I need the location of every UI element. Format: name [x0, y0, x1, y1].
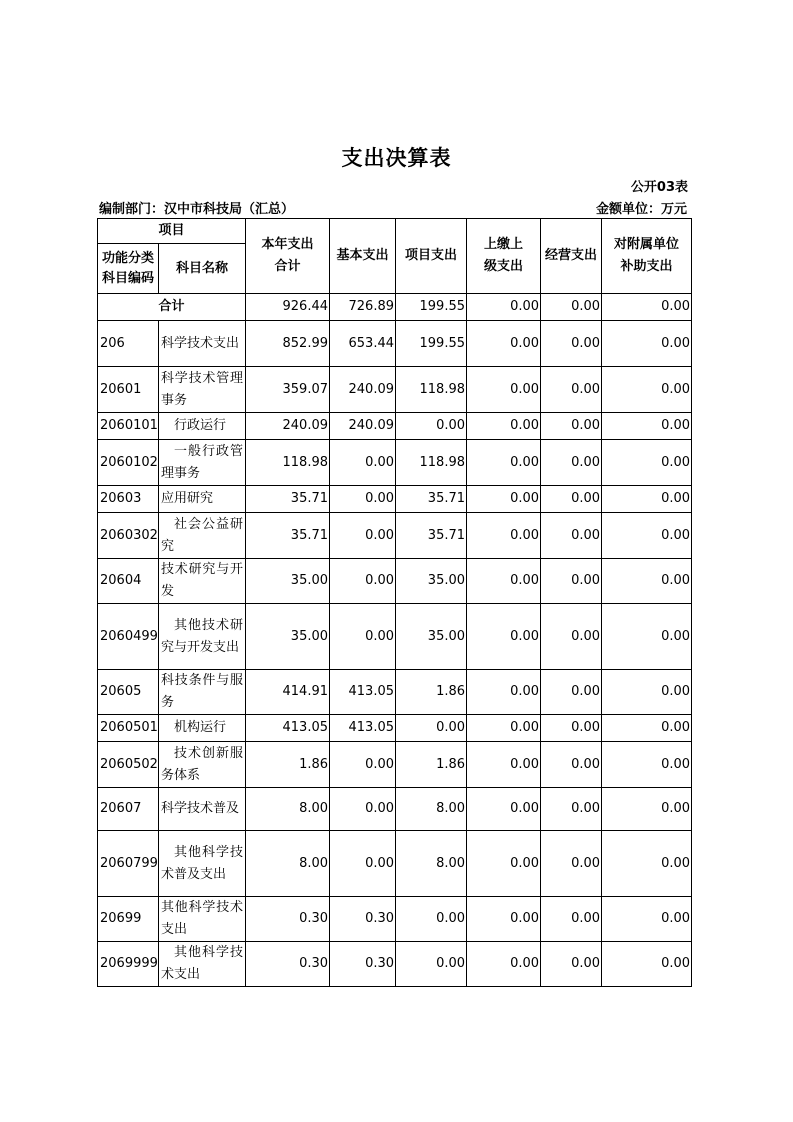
subject-name: 科学技术支出	[159, 321, 246, 367]
amount-cell: 0.00	[602, 440, 692, 486]
amount-cell: 0.00	[541, 897, 602, 942]
table-row	[98, 513, 692, 559]
amount-cell: 0.00	[602, 715, 692, 742]
amount-cell: 0.00	[541, 321, 602, 367]
subject-code: 2060799	[98, 831, 159, 897]
amount-cell: 0.00	[541, 788, 602, 831]
amount-cell: 414.91	[246, 670, 330, 715]
amount-cell: 0.00	[541, 715, 602, 742]
amount-cell: 8.00	[246, 788, 330, 831]
amount-cell: 1.86	[396, 742, 467, 788]
subject-name: 机构运行	[159, 715, 246, 742]
amount-cell: 0.00	[602, 321, 692, 367]
subject-code: 20604	[98, 559, 159, 604]
table-row	[98, 559, 692, 604]
amount-cell: 0.00	[396, 413, 467, 440]
amount-cell: 0.00	[330, 559, 396, 604]
subject-name: 技术研究与开发	[159, 559, 246, 604]
amount-cell: 199.55	[396, 321, 467, 367]
amount-cell: 0.00	[602, 413, 692, 440]
amount-cell: 35.00	[246, 559, 330, 604]
expenditure-table	[97, 218, 692, 987]
subject-name: 技术创新服务体系	[159, 742, 246, 788]
subject-name: 其他科学技术普及支出	[159, 831, 246, 897]
amount-cell: 0.00	[602, 559, 692, 604]
total-label: 合计	[98, 294, 246, 321]
amount-cell: 0.00	[541, 670, 602, 715]
amount-cell: 240.09	[330, 367, 396, 413]
subject-name: 其他科学技术支出	[159, 897, 246, 942]
header-operating: 经营支出	[541, 219, 602, 294]
subject-name: 应用研究	[159, 486, 246, 513]
amount-cell: 0.00	[330, 742, 396, 788]
table-row	[98, 321, 692, 367]
amount-cell: 0.00	[602, 486, 692, 513]
total-value: 926.44	[246, 294, 330, 321]
amount-cell: 0.00	[602, 367, 692, 413]
amount-cell: 413.05	[330, 715, 396, 742]
amount-cell: 0.00	[541, 440, 602, 486]
header-subject-name: 科目名称	[159, 244, 246, 294]
amount-cell: 0.00	[541, 559, 602, 604]
amount-cell: 0.00	[541, 413, 602, 440]
amount-cell: 1.86	[246, 742, 330, 788]
subject-code: 2069999	[98, 942, 159, 987]
amount-cell: 0.00	[330, 604, 396, 670]
amount-cell: 0.00	[396, 715, 467, 742]
subject-code: 20605	[98, 670, 159, 715]
amount-cell: 0.00	[330, 788, 396, 831]
amount-cell: 0.00	[541, 367, 602, 413]
total-value: 0.00	[602, 294, 692, 321]
subject-code: 2060499	[98, 604, 159, 670]
amount-cell: 0.00	[541, 831, 602, 897]
header-project: 项目支出	[396, 219, 467, 294]
amount-cell: 0.00	[467, 413, 541, 440]
table-row	[98, 742, 692, 788]
table-row	[98, 440, 692, 486]
amount-cell: 0.00	[330, 831, 396, 897]
subject-code: 2060501	[98, 715, 159, 742]
subject-code: 20603	[98, 486, 159, 513]
subject-code: 2060302	[98, 513, 159, 559]
table-row	[98, 788, 692, 831]
header-total: 本年支出 合计	[246, 219, 330, 294]
amount-cell: 0.00	[467, 321, 541, 367]
subject-code: 20699	[98, 897, 159, 942]
total-value: 0.00	[467, 294, 541, 321]
amount-cell: 8.00	[396, 788, 467, 831]
amount-cell: 240.09	[330, 413, 396, 440]
subject-code: 206	[98, 321, 159, 367]
amount-cell: 0.00	[396, 897, 467, 942]
amount-cell: 653.44	[330, 321, 396, 367]
amount-cell: 0.00	[541, 604, 602, 670]
table-row	[98, 486, 692, 513]
amount-cell: 8.00	[396, 831, 467, 897]
amount-cell: 0.00	[602, 831, 692, 897]
table-row	[98, 715, 692, 742]
table-row	[98, 670, 692, 715]
amount-cell: 0.00	[467, 897, 541, 942]
subject-code: 2060102	[98, 440, 159, 486]
amount-cell: 0.30	[330, 942, 396, 987]
table-row	[98, 367, 692, 413]
subject-name: 行政运行	[159, 413, 246, 440]
subject-code: 20601	[98, 367, 159, 413]
amount-cell: 1.86	[396, 670, 467, 715]
amount-cell: 0.00	[541, 513, 602, 559]
subject-name: 科学技术管理事务	[159, 367, 246, 413]
amount-cell: 35.71	[246, 486, 330, 513]
amount-cell: 35.71	[396, 486, 467, 513]
compiling-department: 编制部门：汉中市科技局（汇总）	[99, 202, 295, 217]
amount-cell: 35.71	[246, 513, 330, 559]
amount-cell: 0.00	[467, 559, 541, 604]
table-row	[98, 897, 692, 942]
amount-cell: 0.00	[467, 486, 541, 513]
amount-cell: 0.30	[330, 897, 396, 942]
header-subsidy: 对附属单位 补助支出	[602, 219, 692, 294]
amount-cell: 0.00	[330, 513, 396, 559]
amount-cell: 359.07	[246, 367, 330, 413]
amount-cell: 0.00	[467, 942, 541, 987]
subject-name: 其他科学技术支出	[159, 942, 246, 987]
amount-cell: 852.99	[246, 321, 330, 367]
total-value: 726.89	[330, 294, 396, 321]
amount-cell: 0.00	[602, 897, 692, 942]
amount-cell: 0.30	[246, 897, 330, 942]
header-upper: 上缴上 级支出	[467, 219, 541, 294]
amount-cell: 0.00	[467, 513, 541, 559]
amount-cell: 0.00	[467, 831, 541, 897]
amount-cell: 118.98	[246, 440, 330, 486]
amount-cell: 0.30	[246, 942, 330, 987]
total-row	[98, 294, 692, 321]
table-row	[98, 413, 692, 440]
form-number: 公开03表	[630, 180, 688, 195]
header-func-code: 功能分类 科目编码	[98, 244, 159, 294]
amount-cell: 0.00	[467, 742, 541, 788]
header-basic: 基本支出	[330, 219, 396, 294]
subject-code: 2060101	[98, 413, 159, 440]
amount-cell: 413.05	[330, 670, 396, 715]
amount-cell: 0.00	[467, 604, 541, 670]
amount-cell: 118.98	[396, 440, 467, 486]
subject-name: 一般行政管理事务	[159, 440, 246, 486]
amount-cell: 0.00	[602, 513, 692, 559]
subject-code: 20607	[98, 788, 159, 831]
table-row	[98, 942, 692, 987]
table-row	[98, 604, 692, 670]
amount-cell: 8.00	[246, 831, 330, 897]
header-item: 项目	[98, 219, 246, 244]
amount-cell: 35.71	[396, 513, 467, 559]
amount-cell: 35.00	[246, 604, 330, 670]
amount-cell: 35.00	[396, 604, 467, 670]
subject-code: 2060502	[98, 742, 159, 788]
amount-cell: 0.00	[467, 440, 541, 486]
amount-cell: 35.00	[396, 559, 467, 604]
table-row	[98, 831, 692, 897]
amount-cell: 0.00	[602, 788, 692, 831]
amount-cell: 0.00	[602, 742, 692, 788]
amount-cell: 0.00	[467, 788, 541, 831]
amount-cell: 0.00	[330, 486, 396, 513]
amount-cell: 0.00	[602, 604, 692, 670]
total-value: 199.55	[396, 294, 467, 321]
amount-cell: 0.00	[330, 440, 396, 486]
amount-cell: 0.00	[541, 942, 602, 987]
amount-cell: 0.00	[602, 942, 692, 987]
amount-cell: 0.00	[467, 367, 541, 413]
amount-cell: 0.00	[396, 942, 467, 987]
amount-cell: 240.09	[246, 413, 330, 440]
amount-unit: 金额单位：万元	[595, 202, 687, 217]
amount-cell: 0.00	[602, 670, 692, 715]
amount-cell: 118.98	[396, 367, 467, 413]
subject-name: 社会公益研究	[159, 513, 246, 559]
amount-cell: 0.00	[541, 742, 602, 788]
amount-cell: 0.00	[467, 670, 541, 715]
amount-cell: 0.00	[467, 715, 541, 742]
subject-name: 科技条件与服务	[159, 670, 246, 715]
amount-cell: 0.00	[541, 486, 602, 513]
page-title: 支出决算表	[341, 146, 452, 170]
subject-name: 科学技术普及	[159, 788, 246, 831]
amount-cell: 413.05	[246, 715, 330, 742]
total-value: 0.00	[541, 294, 602, 321]
subject-name: 其他技术研究与开发支出	[159, 604, 246, 670]
